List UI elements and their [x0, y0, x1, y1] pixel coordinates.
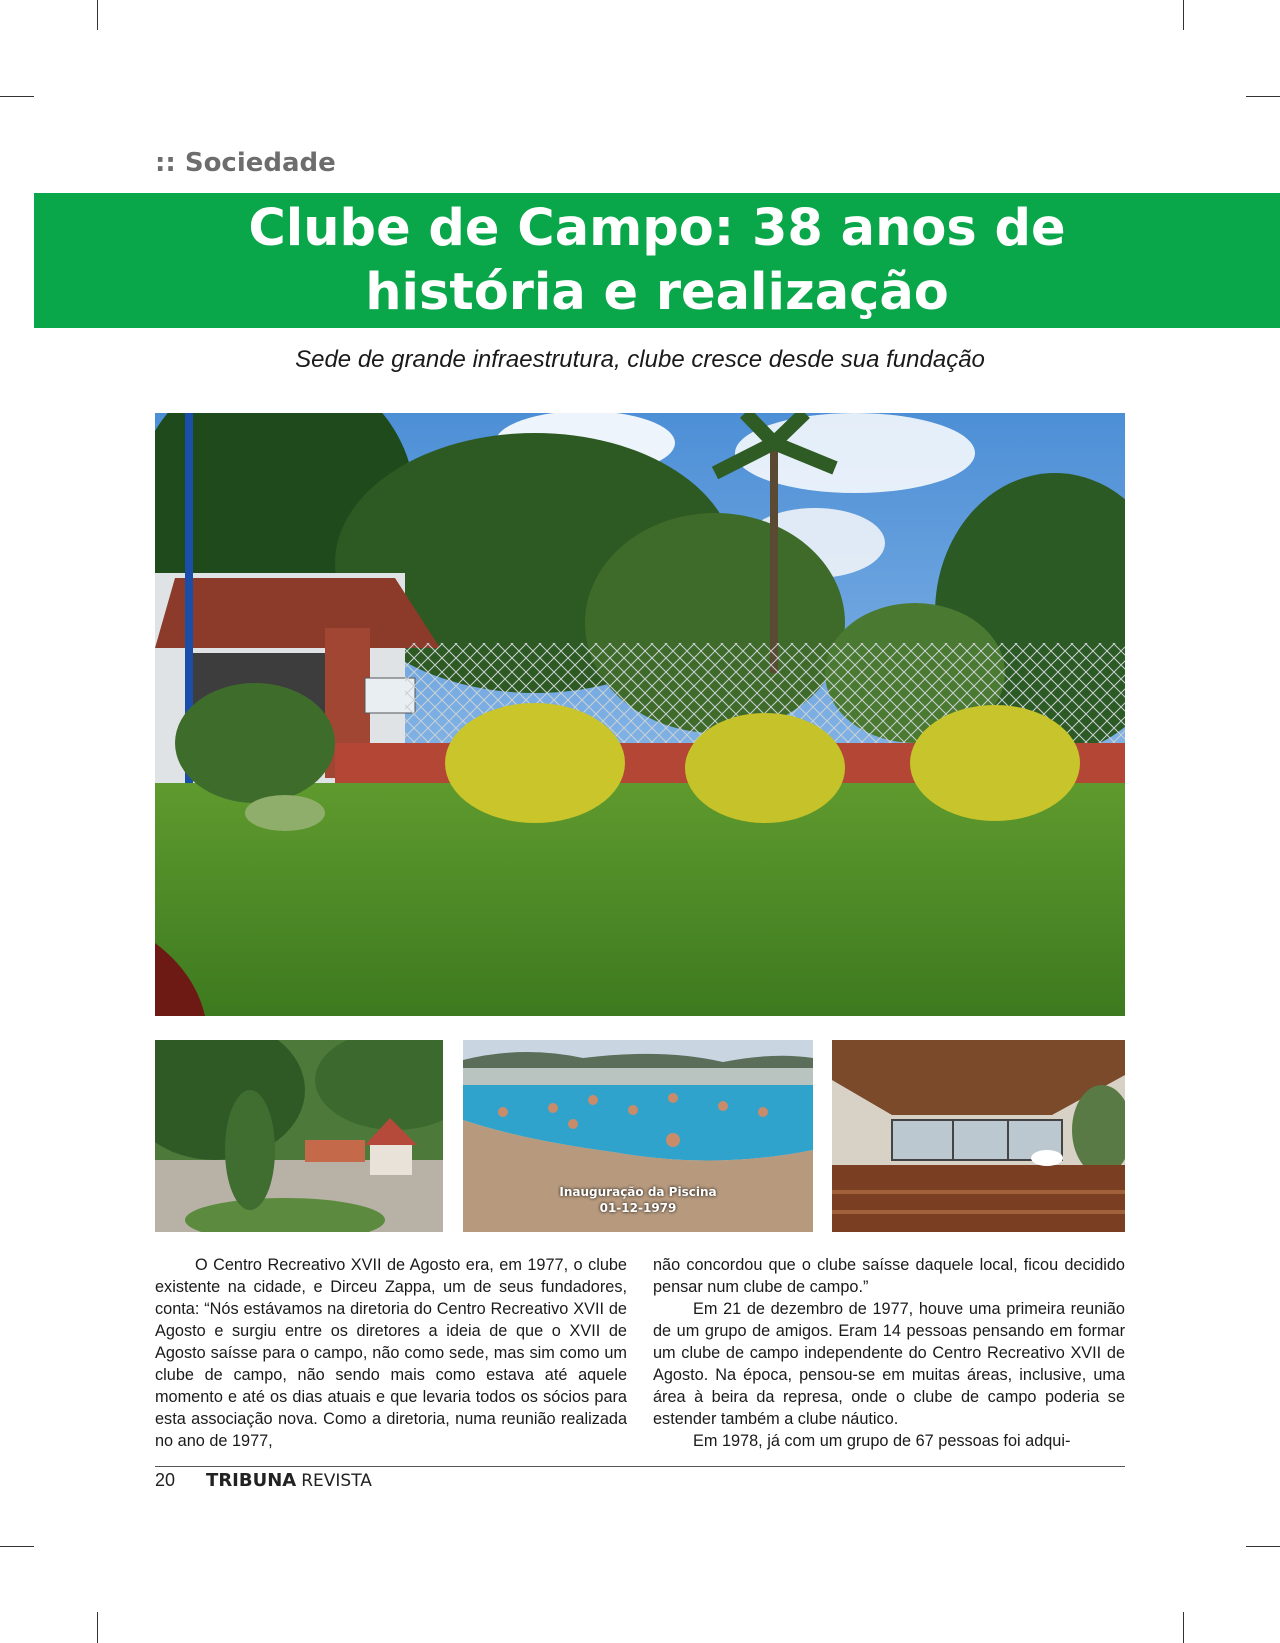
crop-mark — [1183, 0, 1184, 30]
title-line-1: Clube de Campo: 38 anos de — [248, 198, 1066, 258]
page-footer — [155, 1470, 372, 1491]
section-label: :: Sociedade — [155, 148, 336, 178]
title-line-2: história e realização — [365, 262, 949, 322]
crop-mark — [97, 1612, 98, 1643]
crop-mark — [1183, 1612, 1184, 1643]
subtitle: Sede de grande infraestrutura, clube cresce desde sua fundação — [295, 346, 985, 373]
article-paragraph: Em 1978, já com um grupo de 67 pessoas foi adqui- — [693, 1432, 1071, 1450]
crop-mark — [0, 96, 34, 97]
pool-caption-line-1: Inauguração da Piscina — [559, 1185, 717, 1199]
article-column-2 — [653, 1254, 1125, 1452]
crop-mark — [1246, 1546, 1280, 1547]
page-title — [157, 197, 1157, 325]
footer-rule — [155, 1466, 1125, 1467]
crop-mark — [1246, 96, 1280, 97]
page-number: 20 — [155, 1470, 176, 1490]
magazine-brand-suffix: REVISTA — [301, 1471, 372, 1491]
article-paragraph: não concordou que o clube saísse daquele local, ficou decidido pensar num clube de campo.” — [653, 1256, 1125, 1296]
photo-gazebo — [155, 1040, 443, 1232]
article-paragraph: Em 21 de dezembro de 1977, houve uma primeira reunião de um grupo de amigos. Eram 14 pessoas pensando em formar um clube de campo independente do Centro Recreativo XVII de Agosto. Na época, pensou-se em muitas áreas, inclusive, uma área à beira da represa, onde o clube de campo poderia se estender também a clube náutico. — [653, 1300, 1125, 1428]
pool-caption-line-2: 01-12-1979 — [599, 1201, 677, 1215]
crop-mark — [0, 1546, 34, 1547]
photo-interior — [832, 1040, 1125, 1232]
photo-pool — [463, 1040, 813, 1232]
article-paragraph: O Centro Recreativo XVII de Agosto era, em 1977, o clube existente na cidade, e Dirceu Zappa, um de seus fundadores, conta: “Nós estávamos na diretoria do Centro Recreativo XVII de Agosto e surgiu entre os diretores a ideia de que o XVII de Agosto saísse para o campo, não como sede, mas sim como um clube de campo, não sendo mais como estava até aquele momento e até os dias atuais e que levaria todos os sócios para esta associação nova. Como a diretoria, numa reunião realizada no ano de 1977, — [155, 1256, 627, 1450]
main-photo-garden — [155, 413, 1125, 1016]
article-column-1 — [155, 1254, 627, 1452]
pool-caption — [463, 1184, 813, 1216]
title-band — [34, 193, 1280, 328]
magazine-brand: TRIBUNA — [206, 1470, 297, 1491]
crop-mark — [97, 0, 98, 30]
